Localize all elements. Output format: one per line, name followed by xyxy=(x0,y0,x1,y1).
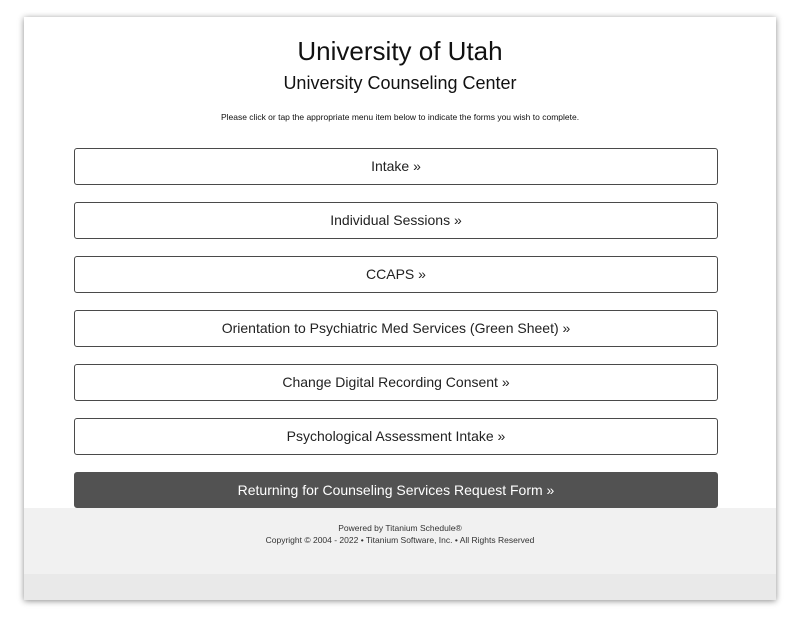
copyright-text: Copyright © 2004 - 2022 • Titanium Software, Inc. • All Rights Reserved xyxy=(265,535,535,545)
powered-by-text: Powered by Titanium Schedule® xyxy=(338,523,462,533)
footer-band xyxy=(24,574,776,600)
page-title: University of Utah xyxy=(297,36,503,66)
page-footer xyxy=(24,508,776,600)
menu-item-intake[interactable]: Intake » xyxy=(74,148,718,185)
menu-item-psych-assessment-intake[interactable]: Psychological Assessment Intake » xyxy=(74,418,718,455)
app-window xyxy=(24,17,776,600)
forms-menu xyxy=(74,148,718,525)
menu-item-ccaps[interactable]: CCAPS » xyxy=(74,256,718,293)
instructions-text: Please click or tap the appropriate menu item below to indicate the forms you wish to complete. xyxy=(220,112,580,122)
menu-item-recording-consent[interactable]: Change Digital Recording Consent » xyxy=(74,364,718,401)
menu-item-individual-sessions[interactable]: Individual Sessions » xyxy=(74,202,718,239)
page-subtitle: University Counseling Center xyxy=(283,73,517,93)
menu-item-orientation-psychiatric[interactable]: Orientation to Psychiatric Med Services (Green Sheet) » xyxy=(74,310,718,347)
menu-item-returning-request[interactable]: Returning for Counseling Services Request Form » xyxy=(74,472,718,508)
